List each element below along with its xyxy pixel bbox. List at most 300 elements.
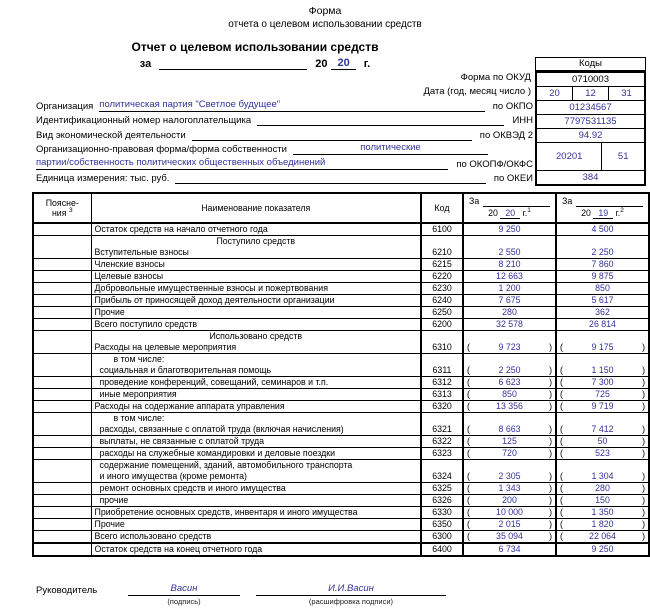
row-value-2019[interactable] bbox=[556, 319, 649, 331]
row-value-2020[interactable] bbox=[463, 495, 556, 507]
row-code-cell: 6220 bbox=[421, 271, 463, 283]
taxpayer-id-label: Идентификационный номер налогоплательщика bbox=[36, 115, 252, 126]
row-name-cell bbox=[91, 354, 421, 377]
okopf-field[interactable]: 20201 bbox=[556, 151, 583, 162]
row-value-2020-content bbox=[464, 389, 555, 400]
row-name-cell bbox=[91, 223, 421, 236]
paren-close: ) bbox=[549, 519, 552, 529]
row-value-2019[interactable] bbox=[556, 448, 649, 460]
row-value-2020[interactable] bbox=[463, 295, 556, 307]
paren-open: ( bbox=[560, 389, 563, 399]
section-heading: Использовано средств bbox=[209, 331, 303, 341]
value-number: 9 250 bbox=[591, 544, 614, 554]
paren-close: ) bbox=[549, 401, 552, 411]
row-name-cell bbox=[91, 519, 421, 531]
row-value-2019[interactable] bbox=[556, 283, 649, 295]
paren-open: ( bbox=[467, 401, 470, 411]
title-block bbox=[80, 40, 430, 70]
paren-open: ( bbox=[560, 377, 563, 387]
row-code-cell: 6320 bbox=[421, 401, 463, 413]
paren-close: ) bbox=[642, 483, 645, 493]
paren-open: ( bbox=[467, 436, 470, 446]
table-row bbox=[33, 507, 649, 519]
row-explanations-cell bbox=[33, 495, 91, 507]
table-row bbox=[33, 483, 649, 495]
row-label: Целевые взносы bbox=[94, 271, 164, 281]
row-value-2020[interactable] bbox=[463, 259, 556, 271]
row-value-2019[interactable] bbox=[556, 271, 649, 283]
form-kicker-subtitle: отчета о целевом использовании средств bbox=[228, 19, 422, 30]
value-number: 2 250 bbox=[498, 365, 521, 375]
row-value-2019[interactable] bbox=[556, 483, 649, 495]
row-value-2019-content bbox=[557, 401, 648, 412]
row-value-2019-content bbox=[557, 531, 648, 542]
col-2019-prefix: За bbox=[562, 196, 573, 206]
value-number: 12 663 bbox=[496, 271, 523, 281]
table-row bbox=[33, 436, 649, 448]
row-value-2020[interactable] bbox=[463, 354, 556, 377]
value-number: 1 343 bbox=[498, 483, 521, 493]
value-number: 1 150 bbox=[591, 365, 614, 375]
row-value-2020-content bbox=[464, 247, 555, 258]
row-name-cell bbox=[91, 543, 421, 556]
value-number: 9 723 bbox=[498, 342, 521, 352]
paren-close: ) bbox=[642, 342, 645, 352]
report-table-body bbox=[33, 223, 649, 556]
paren-open: ( bbox=[467, 342, 470, 352]
row-value-2020-content bbox=[464, 259, 555, 270]
period-suffix: г. bbox=[363, 58, 371, 70]
paren-open: ( bbox=[467, 483, 470, 493]
row-value-2019[interactable] bbox=[556, 307, 649, 319]
value-number: 7 860 bbox=[591, 259, 614, 269]
organization-row bbox=[36, 97, 533, 112]
paren-close: ) bbox=[642, 519, 645, 529]
row-value-2019[interactable] bbox=[556, 413, 649, 436]
row-value-2020[interactable] bbox=[463, 283, 556, 295]
row-value-2019[interactable] bbox=[556, 401, 649, 413]
value-number: 1 304 bbox=[591, 471, 614, 481]
row-value-2020[interactable] bbox=[463, 436, 556, 448]
row-value-2019-content bbox=[557, 365, 648, 376]
explanations-footnote-mark: 3 bbox=[68, 207, 73, 215]
value-number: 8 663 bbox=[498, 424, 521, 434]
row-value-2020[interactable] bbox=[463, 331, 556, 354]
row-name-cell bbox=[91, 283, 421, 295]
paren-close: ) bbox=[642, 389, 645, 399]
row-value-2020[interactable] bbox=[463, 413, 556, 436]
row-name-cell bbox=[91, 495, 421, 507]
explanations-header-line2: ния bbox=[51, 208, 67, 218]
row-explanations-cell bbox=[33, 389, 91, 401]
value-number: 280 bbox=[595, 483, 610, 493]
row-value-2019-content bbox=[557, 307, 648, 318]
okei-field[interactable]: 384 bbox=[582, 172, 599, 183]
value-number: 9 250 bbox=[498, 224, 521, 234]
col-header-name: Наименование показателя bbox=[91, 193, 421, 223]
col-2019-century: 20 bbox=[581, 208, 591, 218]
paren-open: ( bbox=[560, 436, 563, 446]
signature-name-field[interactable]: И.И.Васин bbox=[256, 583, 446, 596]
row-value-2020-content bbox=[464, 495, 555, 506]
col-2020-year-field[interactable]: 20 bbox=[500, 208, 520, 219]
paren-close: ) bbox=[549, 495, 552, 505]
row-value-2019[interactable] bbox=[556, 507, 649, 519]
paren-open: ( bbox=[560, 531, 563, 541]
row-value-2020-content bbox=[464, 224, 555, 235]
period-century: 20 bbox=[315, 58, 328, 70]
row-name-cell bbox=[91, 483, 421, 495]
okfs-field[interactable]: 51 bbox=[601, 143, 644, 170]
row-value-2020-content bbox=[464, 377, 555, 388]
row-value-2019-content bbox=[557, 544, 648, 555]
row-label: ремонт основных средств и иного имущества bbox=[99, 483, 286, 493]
row-name-cell bbox=[91, 389, 421, 401]
paren-close: ) bbox=[642, 507, 645, 517]
paren-close: ) bbox=[642, 448, 645, 458]
row-value-2020[interactable] bbox=[463, 507, 556, 519]
row-value-2020-content bbox=[464, 544, 555, 555]
row-name-cell bbox=[91, 413, 421, 436]
row-name-cell bbox=[91, 401, 421, 413]
page-title: Отчет о целевом использовании средств bbox=[131, 40, 379, 54]
okei-side-label: по ОКЕИ bbox=[493, 173, 533, 184]
value-number: 22 064 bbox=[589, 531, 616, 541]
value-number: 6 623 bbox=[498, 377, 521, 387]
signature-name-block bbox=[256, 583, 446, 606]
row-name-cell bbox=[91, 271, 421, 283]
organization-name-field[interactable]: политическая партия "Светлое будущее" bbox=[99, 98, 484, 112]
row-value-2019-content bbox=[557, 247, 648, 258]
okved-side-label: по ОКВЭД 2 bbox=[479, 129, 533, 141]
signature-section bbox=[36, 583, 446, 606]
date-month-field[interactable]: 12 bbox=[572, 87, 608, 100]
paren-open: ( bbox=[467, 531, 470, 541]
paren-open: ( bbox=[560, 448, 563, 458]
row-value-2020-content bbox=[464, 531, 555, 542]
row-label: проведение конференций, совещаний, семинаров и т.п. bbox=[99, 377, 329, 387]
row-value-2019-content bbox=[557, 342, 648, 353]
row-value-2020[interactable] bbox=[463, 448, 556, 460]
table-row bbox=[33, 223, 649, 236]
okud-row bbox=[537, 73, 644, 87]
row-label: прочие bbox=[99, 495, 129, 505]
table-row bbox=[33, 295, 649, 307]
row-explanations-cell bbox=[33, 223, 91, 236]
okei-row bbox=[537, 171, 644, 184]
table-row bbox=[33, 307, 649, 319]
taxpayer-id-blank bbox=[257, 112, 504, 126]
row-code-cell: 6323 bbox=[421, 448, 463, 460]
table-row bbox=[33, 413, 649, 436]
row-explanations-cell bbox=[33, 543, 91, 556]
row-value-2019[interactable] bbox=[556, 543, 649, 556]
value-number: 280 bbox=[502, 307, 517, 317]
signature-caption: (подпись) bbox=[167, 597, 201, 606]
inn-field[interactable]: 7797531135 bbox=[564, 116, 617, 127]
row-name-cell bbox=[91, 460, 421, 483]
row-explanations-cell bbox=[33, 295, 91, 307]
legal-form-field[interactable]: политические bbox=[293, 141, 488, 155]
value-number: 5 617 bbox=[591, 295, 614, 305]
row-name-cell bbox=[91, 436, 421, 448]
row-value-2019[interactable] bbox=[556, 436, 649, 448]
col-2020-blank bbox=[483, 196, 550, 207]
paren-open: ( bbox=[560, 401, 563, 411]
row-code-cell: 6324 bbox=[421, 460, 463, 483]
value-number: 9 175 bbox=[591, 342, 614, 352]
table-row bbox=[33, 283, 649, 295]
row-label: расходы на служебные командировки и деловые поездки bbox=[99, 448, 336, 458]
row-name-cell bbox=[91, 377, 421, 389]
row-value-2020-content bbox=[464, 507, 555, 518]
row-explanations-cell bbox=[33, 507, 91, 519]
paren-open: ( bbox=[467, 365, 470, 375]
row-value-2020[interactable] bbox=[463, 389, 556, 401]
table-row bbox=[33, 519, 649, 531]
unit-blank bbox=[175, 170, 485, 184]
row-value-2019-content bbox=[557, 224, 648, 235]
row-value-2020-content bbox=[464, 436, 555, 447]
row-explanations-cell bbox=[33, 436, 91, 448]
row-explanations-cell bbox=[33, 354, 91, 377]
row-value-2020[interactable] bbox=[463, 319, 556, 331]
row-name-cell bbox=[91, 259, 421, 271]
row-value-2020[interactable] bbox=[463, 531, 556, 544]
paren-close: ) bbox=[549, 436, 552, 446]
paren-open: ( bbox=[467, 471, 470, 481]
row-value-2020-content bbox=[464, 342, 555, 353]
row-code-cell: 6100 bbox=[421, 223, 463, 236]
sub-list-heading: в том числе: bbox=[113, 354, 165, 364]
value-number: 50 bbox=[597, 436, 608, 446]
table-row bbox=[33, 389, 649, 401]
unit-label: Единица измерения: тыс. руб. bbox=[36, 173, 170, 184]
row-value-2020[interactable] bbox=[463, 519, 556, 531]
table-row bbox=[33, 377, 649, 389]
row-code-cell: 6330 bbox=[421, 507, 463, 519]
value-number: 2 305 bbox=[498, 471, 521, 481]
report-table-wrap bbox=[32, 192, 650, 557]
activity-blank bbox=[192, 127, 472, 141]
inn-row bbox=[537, 115, 644, 129]
row-value-2020[interactable] bbox=[463, 401, 556, 413]
row-value-2019[interactable] bbox=[556, 389, 649, 401]
activity-row bbox=[36, 126, 533, 141]
row-explanations-cell bbox=[33, 413, 91, 436]
signature-role-label: Руководитель bbox=[36, 585, 98, 596]
paren-open: ( bbox=[560, 507, 563, 517]
row-value-2019[interactable] bbox=[556, 223, 649, 236]
row-label: социальная и благотворительная помощь bbox=[99, 365, 272, 375]
value-number: 1 200 bbox=[498, 283, 521, 293]
paren-open: ( bbox=[467, 424, 470, 434]
paren-close: ) bbox=[549, 531, 552, 541]
row-explanations-cell bbox=[33, 519, 91, 531]
table-header-row bbox=[33, 193, 649, 223]
row-value-2020-content bbox=[464, 448, 555, 459]
date-row bbox=[537, 87, 644, 101]
table-row bbox=[33, 259, 649, 271]
row-explanations-cell bbox=[33, 460, 91, 483]
row-label: Остаток средств на конец отчетного года bbox=[94, 544, 263, 554]
row-value-2020-content bbox=[464, 307, 555, 318]
row-value-2019-content bbox=[557, 283, 648, 294]
value-number: 523 bbox=[595, 448, 610, 458]
row-value-2019-content bbox=[557, 448, 648, 459]
paren-close: ) bbox=[549, 377, 552, 387]
col-header-code: Код bbox=[421, 193, 463, 223]
table-row bbox=[33, 331, 649, 354]
row-value-2020-content bbox=[464, 283, 555, 294]
value-number: 850 bbox=[595, 283, 610, 293]
paren-open: ( bbox=[560, 471, 563, 481]
row-name-cell bbox=[91, 531, 421, 544]
date-year-field[interactable]: 20 bbox=[549, 88, 560, 99]
row-value-2019[interactable] bbox=[556, 331, 649, 354]
value-number: 9 719 bbox=[591, 401, 614, 411]
table-row bbox=[33, 271, 649, 283]
paren-close: ) bbox=[642, 401, 645, 411]
row-value-2019[interactable] bbox=[556, 531, 649, 544]
row-value-2019[interactable] bbox=[556, 495, 649, 507]
row-label: расходы, связанные с оплатой труда (включая начисления) bbox=[99, 424, 344, 434]
paren-close: ) bbox=[549, 448, 552, 458]
col-2020-prefix: За bbox=[469, 196, 480, 206]
row-label: Всего использовано средств bbox=[94, 531, 212, 541]
row-value-2020-content bbox=[464, 471, 555, 482]
row-value-2020[interactable] bbox=[463, 377, 556, 389]
value-number: 7 300 bbox=[591, 377, 614, 387]
row-value-2019[interactable] bbox=[556, 519, 649, 531]
value-number: 10 000 bbox=[496, 507, 523, 517]
row-value-2020[interactable] bbox=[463, 543, 556, 556]
row-name-cell bbox=[91, 448, 421, 460]
value-number: 13 356 bbox=[496, 401, 523, 411]
row-code-cell: 6313 bbox=[421, 389, 463, 401]
row-code-cell: 6240 bbox=[421, 295, 463, 307]
row-value-2020-content bbox=[464, 295, 555, 306]
row-value-2019-content bbox=[557, 295, 648, 306]
unit-row bbox=[36, 170, 533, 185]
row-value-2019-content bbox=[557, 471, 648, 482]
row-code-cell: 6326 bbox=[421, 495, 463, 507]
row-value-2019[interactable] bbox=[556, 259, 649, 271]
activity-label: Вид экономической деятельности bbox=[36, 129, 186, 141]
row-code-cell: 6400 bbox=[421, 543, 463, 556]
date-label: Дата (год, месяц число ) bbox=[423, 85, 531, 97]
row-value-2019[interactable] bbox=[556, 295, 649, 307]
row-name-cell bbox=[91, 507, 421, 519]
row-value-2020[interactable] bbox=[463, 271, 556, 283]
row-value-2019-content bbox=[557, 377, 648, 388]
paren-open: ( bbox=[467, 389, 470, 399]
row-code-cell: 6350 bbox=[421, 519, 463, 531]
table-row bbox=[33, 495, 649, 507]
table-row bbox=[33, 543, 649, 556]
codes-panel bbox=[535, 57, 646, 186]
row-code-cell: 6210 bbox=[421, 236, 463, 259]
table-row bbox=[33, 236, 649, 259]
paren-close: ) bbox=[549, 471, 552, 481]
row-value-2019-content bbox=[557, 424, 648, 435]
row-value-2019-content bbox=[557, 259, 648, 270]
row-value-2020-content bbox=[464, 483, 555, 494]
value-number: 4 500 bbox=[591, 224, 614, 234]
row-value-2019-content bbox=[557, 319, 648, 330]
row-label: Вступительные взносы bbox=[94, 247, 189, 257]
row-label: Расходы на целевые мероприятия bbox=[94, 342, 237, 352]
row-value-2020[interactable] bbox=[463, 483, 556, 495]
row-code-cell: 6200 bbox=[421, 319, 463, 331]
table-row bbox=[33, 460, 649, 483]
paren-close: ) bbox=[642, 471, 645, 481]
row-code-cell: 6300 bbox=[421, 531, 463, 544]
codes-panel-header: Коды bbox=[535, 57, 646, 71]
paren-open: ( bbox=[560, 483, 563, 493]
row-value-2019-content bbox=[557, 507, 648, 518]
okved-field[interactable]: 94.92 bbox=[578, 130, 603, 141]
paren-open: ( bbox=[467, 507, 470, 517]
okpo-field[interactable]: 01234567 bbox=[569, 102, 612, 113]
codes-box bbox=[535, 71, 646, 186]
row-value-2019[interactable] bbox=[556, 236, 649, 259]
value-number: 35 094 bbox=[496, 531, 523, 541]
row-explanations-cell bbox=[33, 531, 91, 544]
row-value-2019-content bbox=[557, 389, 648, 400]
explanations-header-line1: Поясне- bbox=[45, 198, 79, 208]
row-value-2020-content bbox=[464, 424, 555, 435]
paren-close: ) bbox=[642, 424, 645, 434]
paren-open: ( bbox=[467, 377, 470, 387]
value-number: 362 bbox=[595, 307, 610, 317]
table-row bbox=[33, 448, 649, 460]
row-value-2019-content bbox=[557, 519, 648, 530]
period-year-field[interactable]: 20 bbox=[331, 57, 355, 70]
row-explanations-cell bbox=[33, 307, 91, 319]
row-explanations-cell bbox=[33, 401, 91, 413]
ownership-field[interactable]: партии/собственность политических общественных объединений bbox=[36, 156, 448, 170]
sub-list-heading: в том числе: bbox=[113, 413, 165, 423]
row-label: выплаты, не связанные с оплатой труда bbox=[99, 436, 265, 446]
row-code-cell: 6312 bbox=[421, 377, 463, 389]
row-value-2020[interactable] bbox=[463, 460, 556, 483]
paren-close: ) bbox=[642, 531, 645, 541]
signature-field[interactable]: Васин bbox=[128, 583, 240, 596]
value-number: 720 bbox=[502, 448, 517, 458]
section-heading: Поступило средств bbox=[216, 236, 296, 246]
col-2019-year-field[interactable]: 19 bbox=[593, 208, 613, 219]
paren-open: ( bbox=[467, 519, 470, 529]
row-value-2019[interactable] bbox=[556, 354, 649, 377]
row-value-2019[interactable] bbox=[556, 460, 649, 483]
row-value-2020[interactable] bbox=[463, 223, 556, 236]
date-day-field[interactable]: 31 bbox=[608, 87, 644, 100]
row-value-2019[interactable] bbox=[556, 377, 649, 389]
period-blank-field[interactable] bbox=[159, 57, 307, 70]
row-value-2020[interactable] bbox=[463, 307, 556, 319]
taxpayer-id-row bbox=[36, 112, 533, 127]
row-value-2020[interactable] bbox=[463, 236, 556, 259]
row-explanations-cell bbox=[33, 331, 91, 354]
legal-form-label: Организационно-правовая форма/форма собственности bbox=[36, 144, 287, 155]
paren-open: ( bbox=[560, 365, 563, 375]
value-number: 2 250 bbox=[591, 247, 614, 257]
value-number: 200 bbox=[502, 495, 517, 505]
row-code-cell: 6310 bbox=[421, 331, 463, 354]
row-value-2020-content bbox=[464, 519, 555, 530]
value-number: 9 875 bbox=[591, 271, 614, 281]
